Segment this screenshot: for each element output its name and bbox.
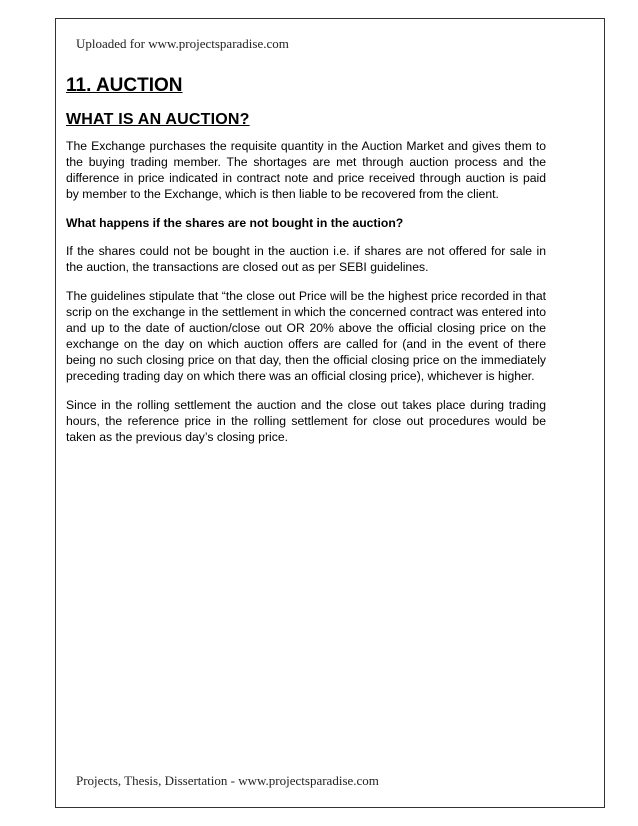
document-body (66, 74, 546, 458)
paragraph-not-bought: If the shares could not be bought in the auction i.e. if shares are not offered for sale in the auction, the transactions are closed out as per SEBI guidelines. (66, 244, 546, 274)
page-header: Uploaded for www.projectsparadise.com (76, 36, 289, 51)
section-subtitle: WHAT IS AN AUCTION? (66, 111, 250, 128)
paragraph-rolling-settlement: Since in the rolling settlement the auction and the close out takes place during trading hours, the reference price in the rolling settlement for close out procedures would be taken as the previous day’s closing price. (66, 398, 546, 444)
paragraph-auction-intro: The Exchange purchases the requisite quantity in the Auction Market and gives them to the buying trading member. The shortages are met through auction process and the difference in price indicated in contract note and price received through auction is paid by member to the Exchange, which is then liable to be recovered from the client. (66, 139, 546, 201)
section-title: 11. AUCTION (66, 75, 183, 96)
question-heading: What happens if the shares are not bought in the auction? (66, 216, 404, 230)
page-footer: Projects, Thesis, Dissertation - www.projectsparadise.com (76, 773, 379, 788)
paragraph-guidelines: The guidelines stipulate that “the close out Price will be the highest price recorded in that scrip on the exchange in the settlement in which the concerned contract was entered into and up to the date of auction/close out OR 20% above the official closing price on the exchange on the day on which auction offers are called for (and in the event of there being no such closing price on that day, then the official closing price on the immediately preceding trading day on which there was an official closing price), whichever is higher. (66, 289, 546, 383)
